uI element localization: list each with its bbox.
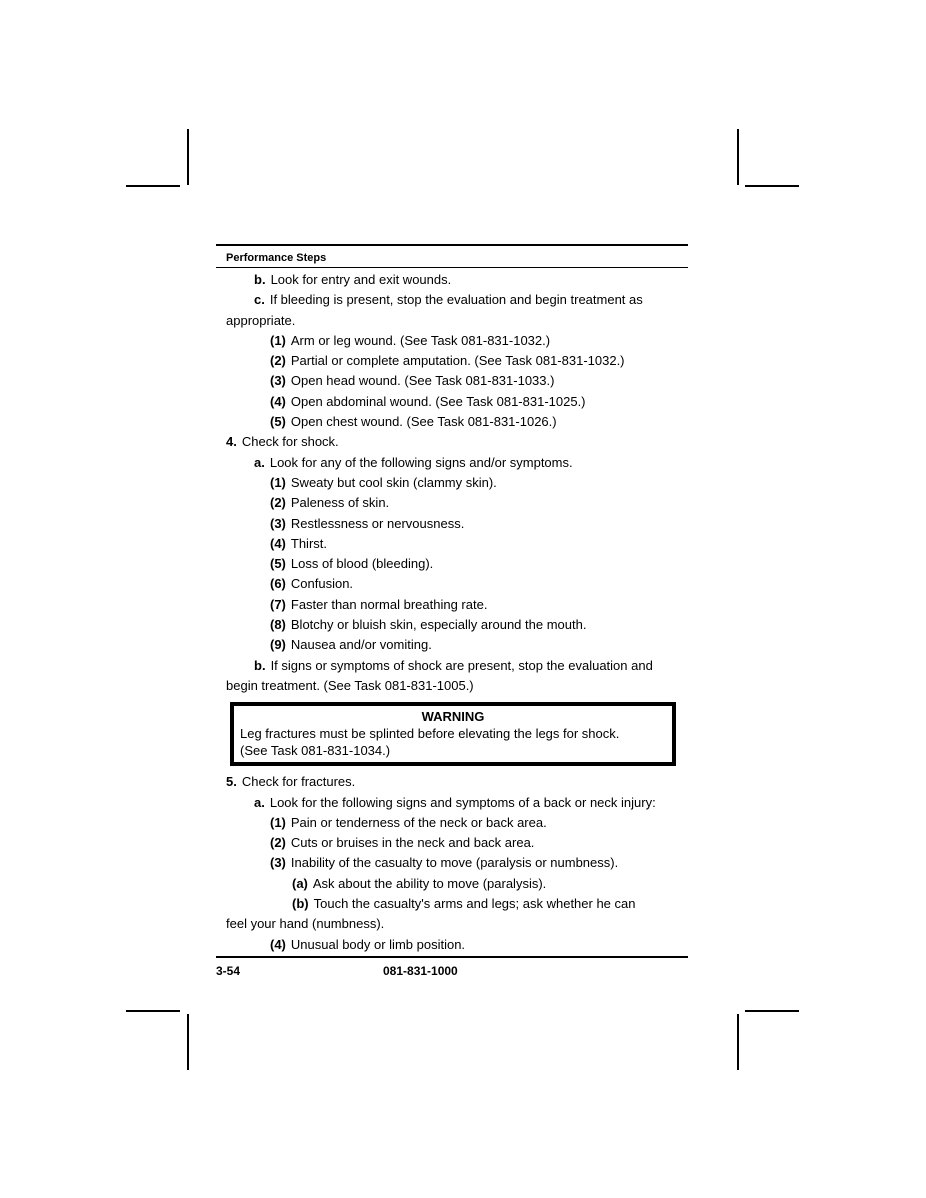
step-item: (2) Partial or complete amputation. (See Task 081-831-1032.) [270, 353, 625, 369]
step-item: (4) Thirst. [270, 535, 328, 551]
step-item: (2) Cuts or bruises in the neck and back area. [270, 835, 535, 851]
crop-mark-bottom-left-vertical [187, 1014, 189, 1070]
step-item: (8) Blotchy or bluish skin, especially around the mouth. [270, 617, 587, 633]
step-item: (5) Open chest wound. (See Task 081-831-1026.) [270, 414, 557, 430]
step-item: (9) Nausea and/or vomiting. [270, 637, 432, 653]
step-item: c. If bleeding is present, stop the evaluation and begin treatment as appropriate. [226, 292, 643, 328]
crop-mark-bottom-right-vertical [737, 1014, 739, 1070]
step-item: (a) Ask about the ability to move (paralysis). [292, 875, 547, 891]
step-item: 5. Check for fractures. [226, 774, 356, 790]
page-number: 3-54 [216, 964, 241, 978]
step-item: (1) Sweaty but cool skin (clammy skin). [270, 474, 497, 490]
step-item: (b) Touch the casualty's arms and legs; ask whether he can feel your hand (numbness). [226, 896, 636, 932]
crop-mark-top-left-horizontal [126, 185, 180, 187]
task-number: 081-831-1000 [383, 964, 458, 978]
step-item: a. Look for the following signs and symptoms of a back or neck injury: [254, 794, 656, 810]
header-bottom-rule [216, 267, 688, 268]
warning-title: WARNING [421, 709, 485, 725]
step-item: 4. Check for shock. [226, 434, 339, 450]
step-item: (4) Unusual body or limb position. [270, 936, 466, 952]
step-item: (1) Arm or leg wound. (See Task 081-831-1032.) [270, 332, 551, 348]
warning-box [230, 702, 676, 766]
warning-text-line: (See Task 081-831-1034.) [240, 743, 391, 759]
step-item: (3) Restlessness or nervousness. [270, 515, 465, 531]
section-bottom-rule [216, 956, 688, 958]
step-item: (3) Open head wound. (See Task 081-831-1033.) [270, 373, 555, 389]
step-item: (6) Confusion. [270, 576, 354, 592]
crop-mark-top-right-vertical [737, 129, 739, 185]
section-header: Performance Steps [226, 252, 327, 264]
warning-text-line: Leg fractures must be splinted before elevating the legs for shock. [240, 726, 620, 742]
step-item: (4) Open abdominal wound. (See Task 081-831-1025.) [270, 393, 586, 409]
crop-mark-top-right-horizontal [745, 185, 799, 187]
crop-mark-bottom-left-horizontal [126, 1010, 180, 1012]
step-item: (2) Paleness of skin. [270, 495, 390, 511]
step-item: (1) Pain or tenderness of the neck or back area. [270, 814, 547, 830]
step-item: b. Look for entry and exit wounds. [254, 272, 452, 287]
step-item: (3) Inability of the casualty to move (paralysis or numbness). [270, 855, 619, 871]
crop-mark-top-left-vertical [187, 129, 189, 185]
step-item: b. If signs or symptoms of shock are present, stop the evaluation and begin treatment. (See Task 081-831-1005.) [226, 657, 653, 693]
step-item: (7) Faster than normal breathing rate. [270, 596, 488, 612]
performance-steps-section [216, 244, 688, 958]
step-item: (5) Loss of blood (bleeding). [270, 556, 434, 572]
crop-mark-bottom-right-horizontal [745, 1010, 799, 1012]
step-item: a. Look for any of the following signs and/or symptoms. [254, 454, 573, 470]
